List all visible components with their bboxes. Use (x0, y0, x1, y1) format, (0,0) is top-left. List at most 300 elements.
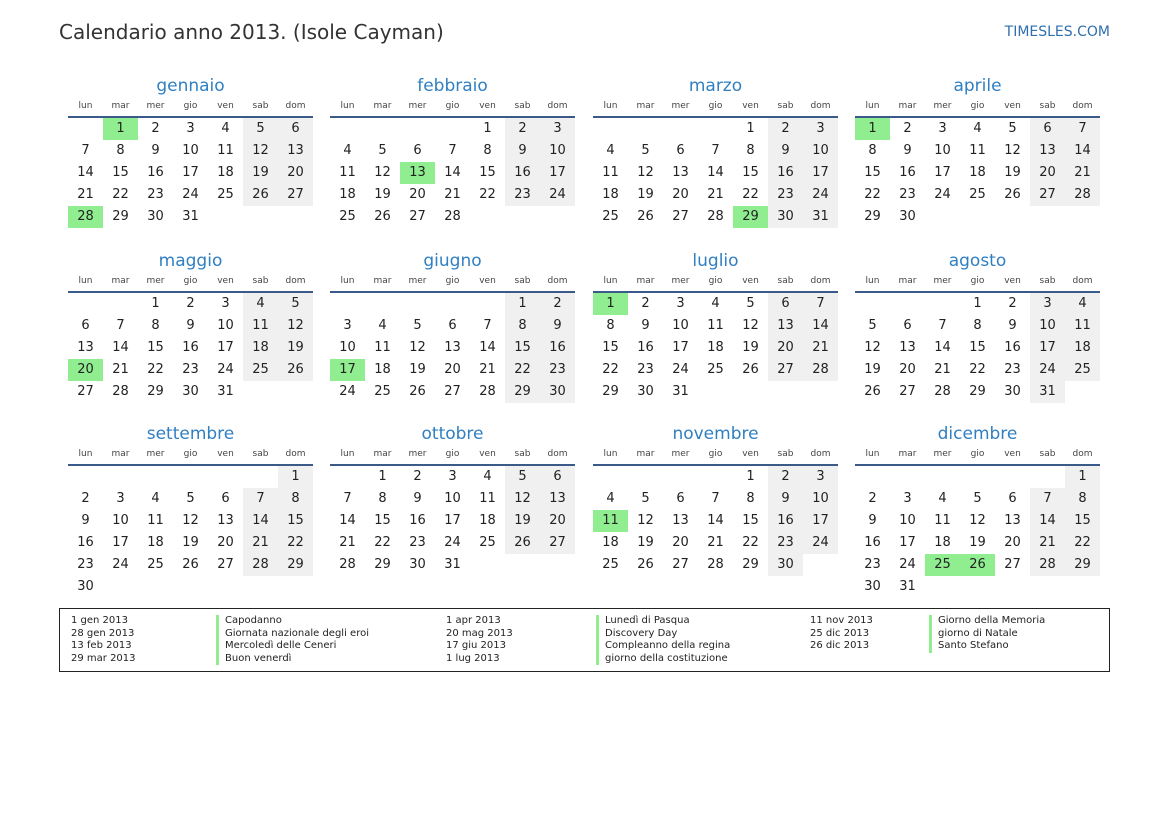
weekday-label: sab (252, 101, 269, 111)
day-cell: 23 (768, 184, 803, 206)
day-cell: 18 (602, 535, 619, 550)
day-cell: 23 (899, 187, 916, 202)
empty-cell (855, 293, 890, 315)
day-cell: 20 (1004, 535, 1021, 550)
day-cell: 9 (868, 513, 877, 528)
empty-cell (400, 293, 435, 315)
holiday-day-cell: 1 (593, 293, 628, 315)
weekday-label: sab (1039, 101, 1056, 111)
day-cell: 14 (1030, 510, 1065, 532)
weekday-label: gio (970, 449, 985, 459)
day-cell: 3 (1030, 293, 1065, 315)
days-grid (68, 118, 313, 228)
legend-names-1 (216, 615, 436, 665)
month-dicembre (855, 422, 1100, 598)
day-cell: 17 (217, 340, 234, 355)
legend-date: 13 feb 2013 (71, 640, 132, 652)
day-cell: 14 (707, 513, 724, 528)
day-cell: 1 (746, 469, 755, 484)
day-cell: 23 (77, 557, 94, 572)
empty-cell (698, 466, 733, 488)
day-cell: 27 (899, 384, 916, 399)
day-cell: 4 (221, 121, 230, 136)
day-cell: 28 (707, 209, 724, 224)
day-cell: 19 (409, 362, 426, 377)
weekday-label: ven (742, 449, 759, 459)
day-cell: 13 (444, 340, 461, 355)
weekday-header (593, 98, 838, 118)
day-cell: 12 (374, 165, 391, 180)
brand-link[interactable]: TIMESLES.COM (1004, 24, 1110, 40)
day-cell: 17 (899, 535, 916, 550)
day-cell: 18 (969, 165, 986, 180)
day-cell: 22 (602, 362, 619, 377)
day-cell: 25 (217, 187, 234, 202)
month-name: febbraio (417, 76, 488, 96)
day-cell: 7 (81, 143, 90, 158)
day-cell: 19 (742, 340, 759, 355)
empty-cell (628, 118, 663, 140)
day-cell: 3 (803, 466, 838, 488)
weekday-label: mar (898, 449, 917, 459)
day-cell: 15 (112, 165, 129, 180)
day-cell: 27 (77, 384, 94, 399)
day-cell: 6 (448, 318, 457, 333)
day-cell: 29 (864, 209, 881, 224)
day-cell: 25 (374, 384, 391, 399)
weekday-label: ven (217, 276, 234, 286)
day-cell: 21 (112, 362, 129, 377)
day-cell: 27 (444, 384, 461, 399)
weekday-label: dom (810, 276, 831, 286)
day-cell: 18 (147, 535, 164, 550)
weekday-label: dom (547, 276, 568, 286)
day-cell: 25 (707, 362, 724, 377)
weekday-label: sab (777, 276, 794, 286)
weekday-label: mar (636, 449, 655, 459)
month-ottobre (330, 422, 575, 576)
day-cell: 1 (505, 293, 540, 315)
day-cell: 1 (1065, 466, 1100, 488)
day-cell: 28 (479, 384, 496, 399)
day-cell: 7 (116, 318, 125, 333)
day-cell: 9 (768, 488, 803, 510)
day-cell: 8 (1065, 488, 1100, 510)
day-cell: 30 (147, 209, 164, 224)
day-cell: 24 (112, 557, 129, 572)
days-grid (593, 118, 838, 228)
day-cell: 13 (1004, 513, 1021, 528)
day-cell: 24 (217, 362, 234, 377)
day-cell: 14 (444, 165, 461, 180)
day-cell: 30 (540, 381, 575, 403)
month-luglio (593, 249, 838, 403)
empty-cell (960, 466, 995, 488)
empty-cell (628, 466, 663, 488)
weekday-header (855, 98, 1100, 118)
day-cell: 12 (637, 165, 654, 180)
holiday-day-cell: 20 (68, 359, 103, 381)
day-cell: 31 (182, 209, 199, 224)
weekday-label: sab (1039, 449, 1056, 459)
day-cell: 5 (746, 296, 755, 311)
day-cell: 11 (479, 491, 496, 506)
weekday-label: lun (340, 449, 355, 459)
day-cell: 11 (217, 143, 234, 158)
day-cell: 3 (116, 491, 125, 506)
weekday-label: lun (865, 276, 880, 286)
day-cell: 14 (77, 165, 94, 180)
day-cell: 27 (540, 532, 575, 554)
legend-holiday-name: Compleanno della regina (596, 640, 796, 653)
day-cell: 3 (448, 469, 457, 484)
days-grid (330, 466, 575, 576)
day-cell: 24 (339, 384, 356, 399)
month-gennaio (68, 74, 313, 228)
empty-cell (243, 466, 278, 488)
weekday-label: mar (111, 449, 130, 459)
day-cell: 10 (899, 513, 916, 528)
empty-cell (365, 293, 400, 315)
day-cell: 14 (1065, 140, 1100, 162)
day-cell: 17 (1030, 337, 1065, 359)
weekday-label: dom (547, 101, 568, 111)
weekday-label: gio (970, 101, 985, 111)
weekday-label: mar (636, 101, 655, 111)
legend-date: 26 dic 2013 (810, 640, 870, 652)
legend-date: 17 giu 2013 (446, 640, 506, 652)
empty-cell (103, 293, 138, 315)
day-cell: 28 (707, 557, 724, 572)
day-cell: 26 (637, 209, 654, 224)
day-cell: 11 (243, 315, 278, 337)
day-cell: 9 (1008, 318, 1017, 333)
weekday-label: ven (1004, 276, 1021, 286)
days-grid (855, 118, 1100, 228)
days-grid (855, 466, 1100, 598)
day-cell: 27 (409, 209, 426, 224)
weekday-label: mer (933, 101, 952, 111)
days-grid (330, 118, 575, 228)
month-maggio (68, 249, 313, 403)
day-cell: 7 (448, 143, 457, 158)
weekday-label: dom (810, 101, 831, 111)
day-cell: 9 (540, 315, 575, 337)
day-cell: 10 (182, 143, 199, 158)
day-cell: 28 (112, 384, 129, 399)
day-cell: 8 (606, 318, 615, 333)
day-cell: 25 (1065, 359, 1100, 381)
day-cell: 25 (243, 359, 278, 381)
day-cell: 17 (444, 513, 461, 528)
day-cell: 23 (540, 359, 575, 381)
weekday-label: dom (285, 276, 306, 286)
weekday-label: ven (742, 276, 759, 286)
day-cell: 5 (505, 466, 540, 488)
day-cell: 12 (1004, 143, 1021, 158)
day-cell: 12 (409, 340, 426, 355)
weekday-label: dom (1072, 101, 1093, 111)
empty-cell (138, 466, 173, 488)
month-name: novembre (672, 424, 759, 444)
day-cell: 4 (711, 296, 720, 311)
weekday-label: dom (1072, 276, 1093, 286)
day-cell: 30 (899, 209, 916, 224)
day-cell: 31 (1030, 381, 1065, 403)
day-cell: 11 (969, 143, 986, 158)
day-cell: 1 (483, 121, 492, 136)
day-cell: 23 (409, 535, 426, 550)
day-cell: 17 (803, 162, 838, 184)
day-cell: 9 (81, 513, 90, 528)
day-cell: 8 (746, 491, 755, 506)
holiday-day-cell: 17 (330, 359, 365, 381)
weekday-label: lun (603, 276, 618, 286)
weekday-label: sab (252, 276, 269, 286)
day-cell: 14 (803, 315, 838, 337)
day-cell: 18 (339, 187, 356, 202)
day-cell: 31 (444, 557, 461, 572)
day-cell: 10 (1030, 315, 1065, 337)
day-cell: 11 (1065, 315, 1100, 337)
day-cell: 19 (637, 535, 654, 550)
month-febbraio (330, 74, 575, 228)
weekday-label: mar (373, 276, 392, 286)
weekday-label: sab (777, 449, 794, 459)
weekday-label: ven (1004, 449, 1021, 459)
day-cell: 24 (182, 187, 199, 202)
day-cell: 29 (969, 384, 986, 399)
day-cell: 4 (483, 469, 492, 484)
day-cell: 11 (374, 340, 391, 355)
day-cell: 21 (339, 535, 356, 550)
day-cell: 5 (641, 491, 650, 506)
day-cell: 17 (803, 510, 838, 532)
day-cell: 31 (803, 206, 838, 228)
day-cell: 19 (374, 187, 391, 202)
day-cell: 23 (505, 184, 540, 206)
day-cell: 24 (899, 557, 916, 572)
weekday-header (593, 446, 838, 466)
day-cell: 10 (217, 318, 234, 333)
day-cell: 12 (505, 488, 540, 510)
day-cell: 27 (1030, 184, 1065, 206)
day-cell: 21 (707, 187, 724, 202)
day-cell: 22 (278, 532, 313, 554)
day-cell: 7 (1065, 118, 1100, 140)
day-cell: 20 (409, 187, 426, 202)
day-cell: 23 (147, 187, 164, 202)
day-cell: 7 (803, 293, 838, 315)
day-cell: 21 (1030, 532, 1065, 554)
day-cell: 8 (278, 488, 313, 510)
weekday-label: ven (217, 449, 234, 459)
empty-cell (890, 466, 925, 488)
day-cell: 4 (938, 491, 947, 506)
day-cell: 8 (116, 143, 125, 158)
weekday-label: ven (479, 449, 496, 459)
weekday-label: sab (777, 101, 794, 111)
weekday-label: mer (408, 101, 427, 111)
day-cell: 26 (864, 384, 881, 399)
day-cell: 9 (768, 140, 803, 162)
legend-dates-3 (810, 615, 930, 653)
day-cell: 3 (938, 121, 947, 136)
day-cell: 16 (768, 510, 803, 532)
day-cell: 21 (1065, 162, 1100, 184)
day-cell: 19 (243, 162, 278, 184)
legend-names-2 (596, 615, 796, 665)
empty-cell (68, 118, 103, 140)
day-cell: 31 (899, 579, 916, 594)
day-cell: 17 (112, 535, 129, 550)
month-name: ottobre (421, 424, 484, 444)
day-cell: 4 (606, 491, 615, 506)
day-cell: 12 (969, 513, 986, 528)
weekday-header (855, 273, 1100, 293)
day-cell: 17 (934, 165, 951, 180)
day-cell: 9 (186, 318, 195, 333)
day-cell: 8 (378, 491, 387, 506)
day-cell: 24 (934, 187, 951, 202)
day-cell: 20 (672, 187, 689, 202)
day-cell: 8 (973, 318, 982, 333)
month-aprile (855, 74, 1100, 228)
legend-holiday-name: Mercoledì delle Ceneri (216, 640, 436, 653)
weekday-label: mer (146, 276, 165, 286)
days-grid (593, 466, 838, 576)
day-cell: 1 (278, 466, 313, 488)
day-cell: 6 (413, 143, 422, 158)
empty-cell (330, 466, 365, 488)
day-cell: 19 (505, 510, 540, 532)
weekday-label: mer (408, 449, 427, 459)
day-cell: 11 (707, 318, 724, 333)
empty-cell (663, 118, 698, 140)
empty-cell (593, 466, 628, 488)
day-cell: 27 (672, 209, 689, 224)
day-cell: 23 (864, 557, 881, 572)
day-cell: 6 (676, 143, 685, 158)
weekday-label: mer (408, 276, 427, 286)
day-cell: 5 (378, 143, 387, 158)
days-grid (330, 293, 575, 403)
day-cell: 16 (77, 535, 94, 550)
day-cell: 28 (1065, 184, 1100, 206)
empty-cell (855, 466, 890, 488)
day-cell: 27 (217, 557, 234, 572)
day-cell: 26 (374, 209, 391, 224)
day-cell: 18 (243, 337, 278, 359)
weekday-label: ven (217, 101, 234, 111)
day-cell: 16 (182, 340, 199, 355)
weekday-label: mer (146, 101, 165, 111)
weekday-label: mer (671, 449, 690, 459)
weekday-label: dom (547, 449, 568, 459)
month-name: settembre (146, 424, 235, 444)
weekday-header (855, 446, 1100, 466)
day-cell: 4 (243, 293, 278, 315)
day-cell: 14 (339, 513, 356, 528)
day-cell: 9 (903, 143, 912, 158)
empty-cell (995, 466, 1030, 488)
day-cell: 26 (278, 359, 313, 381)
day-cell: 2 (768, 118, 803, 140)
month-name: gennaio (156, 76, 225, 96)
day-cell: 30 (409, 557, 426, 572)
day-cell: 1 (746, 121, 755, 136)
day-cell: 11 (602, 165, 619, 180)
legend-holiday-name: Buon venerdì (216, 653, 436, 666)
weekday-label: lun (78, 276, 93, 286)
holiday-day-cell: 25 (925, 554, 960, 576)
day-cell: 15 (602, 340, 619, 355)
day-cell: 23 (1004, 362, 1021, 377)
day-cell: 6 (1030, 118, 1065, 140)
holiday-day-cell: 1 (855, 118, 890, 140)
day-cell: 14 (243, 510, 278, 532)
day-cell: 16 (864, 535, 881, 550)
weekday-label: gio (708, 449, 723, 459)
day-cell: 20 (1030, 162, 1065, 184)
holiday-day-cell: 1 (103, 118, 138, 140)
day-cell: 19 (278, 337, 313, 359)
day-cell: 13 (217, 513, 234, 528)
day-cell: 22 (742, 187, 759, 202)
empty-cell (435, 118, 470, 140)
legend-dates-1 (71, 615, 221, 665)
day-cell: 2 (186, 296, 195, 311)
day-cell: 17 (182, 165, 199, 180)
weekday-label: dom (810, 449, 831, 459)
legend-holiday-name: Capodanno (216, 615, 436, 628)
day-cell: 29 (278, 554, 313, 576)
empty-cell (330, 293, 365, 315)
weekday-label: sab (1039, 276, 1056, 286)
day-cell: 2 (413, 469, 422, 484)
day-cell: 1 (151, 296, 160, 311)
day-cell: 12 (243, 140, 278, 162)
day-cell: 13 (672, 165, 689, 180)
day-cell: 27 (768, 359, 803, 381)
day-cell: 7 (1030, 488, 1065, 510)
weekday-label: mar (898, 276, 917, 286)
month-name: luglio (692, 251, 739, 271)
day-cell: 28 (243, 554, 278, 576)
weekday-label: lun (865, 449, 880, 459)
legend-holiday-name: giorno della costituzione (596, 653, 796, 666)
empty-cell (925, 293, 960, 315)
day-cell: 30 (768, 554, 803, 576)
day-cell: 26 (1004, 187, 1021, 202)
day-cell: 6 (278, 118, 313, 140)
day-cell: 22 (742, 535, 759, 550)
day-cell: 9 (505, 140, 540, 162)
day-cell: 29 (147, 384, 164, 399)
holiday-day-cell: 11 (593, 510, 628, 532)
day-cell: 15 (374, 513, 391, 528)
day-cell: 25 (339, 209, 356, 224)
day-cell: 22 (969, 362, 986, 377)
day-cell: 24 (540, 184, 575, 206)
legend-holiday-name: giorno di Natale (929, 628, 1099, 641)
days-grid (68, 293, 313, 403)
holiday-day-cell: 13 (400, 162, 435, 184)
day-cell: 23 (182, 362, 199, 377)
day-cell: 18 (1065, 337, 1100, 359)
day-cell: 5 (278, 293, 313, 315)
day-cell: 29 (602, 384, 619, 399)
